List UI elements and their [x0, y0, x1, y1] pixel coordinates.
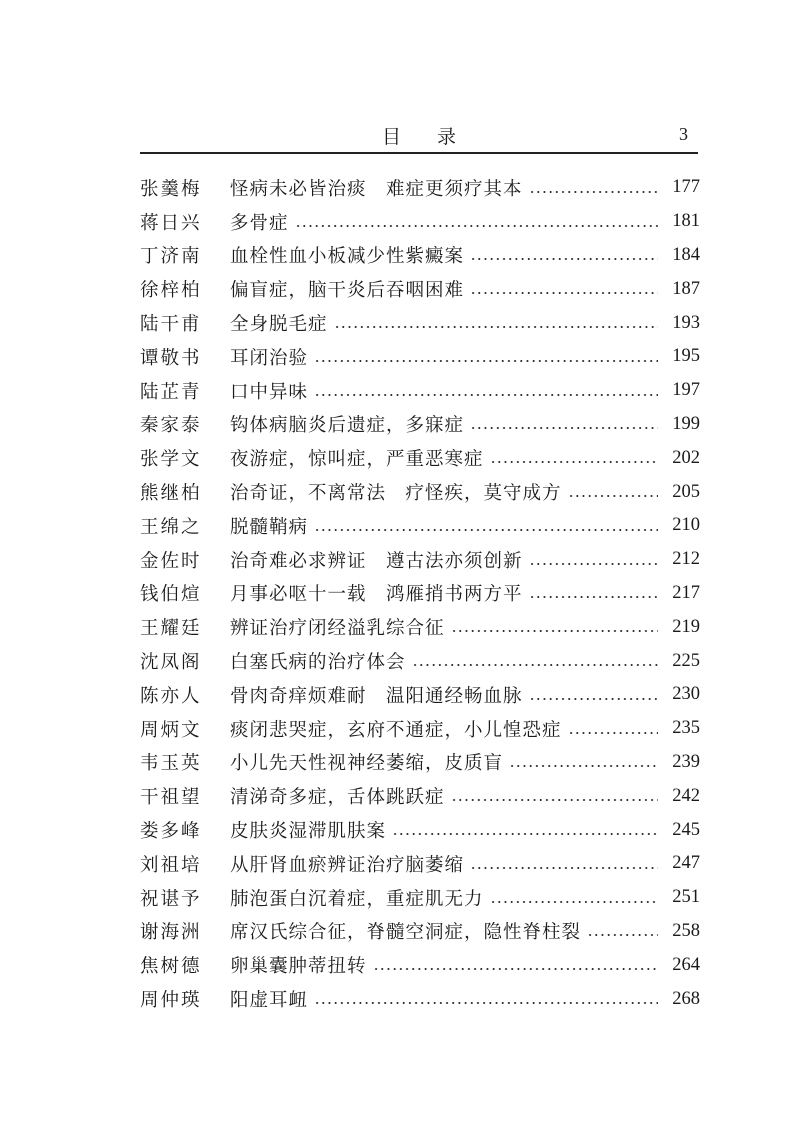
- toc-entry: [140, 881, 700, 915]
- dot-leader: [451, 799, 658, 801]
- dot-leader: [529, 698, 658, 700]
- dot-leader: [314, 394, 658, 396]
- entry-page-number: 225: [672, 650, 700, 671]
- entry-author: 王耀廷: [140, 618, 202, 640]
- entry-page-number: 197: [672, 380, 700, 401]
- entry-page-number: 230: [672, 684, 700, 705]
- toc-entry: [140, 475, 700, 509]
- dot-leader: [314, 529, 658, 531]
- entry-title: 治奇难必求辨证 遵古法亦须创新: [230, 550, 523, 572]
- toc-entry: [140, 509, 700, 543]
- entry-author: 蒋日兴: [140, 212, 202, 234]
- entry-author: 陈亦人: [140, 685, 202, 707]
- dot-leader: [529, 563, 658, 565]
- toc-entry: [140, 948, 700, 982]
- toc-entry: [140, 712, 700, 746]
- dot-leader: [490, 901, 658, 903]
- entry-title: 白塞氏病的治疗体会: [230, 652, 406, 674]
- entry-author: 祝谌予: [140, 888, 202, 910]
- entry-author: 秦家泰: [140, 415, 202, 437]
- entry-author: 钱伯煊: [140, 584, 202, 606]
- entry-page-number: 239: [672, 751, 700, 772]
- entry-page-number: 202: [672, 447, 700, 468]
- entry-page-number: 242: [672, 785, 700, 806]
- entry-title: 多骨症: [230, 212, 289, 234]
- entry-author: 娄多峰: [140, 821, 202, 843]
- dot-leader: [295, 225, 658, 227]
- table-of-contents: [140, 171, 700, 1016]
- entry-page-number: 219: [672, 616, 700, 637]
- dot-leader: [314, 360, 658, 362]
- entry-page-number: 264: [672, 954, 700, 975]
- entry-author: 熊继柏: [140, 483, 202, 505]
- entry-author: 焦树德: [140, 956, 202, 978]
- toc-entry: [140, 543, 700, 577]
- entry-title: 治奇证，不离常法 疗怪疾，莫守成方: [230, 483, 562, 505]
- toc-entry: [140, 374, 700, 408]
- dot-leader: [470, 292, 658, 294]
- entry-page-number: 245: [672, 819, 700, 840]
- header-page-number: 3: [679, 124, 688, 144]
- toc-entry: [140, 644, 700, 678]
- entry-page-number: 184: [672, 244, 700, 265]
- entry-author: 干祖望: [140, 787, 202, 809]
- dot-leader: [470, 427, 658, 429]
- dot-leader: [509, 765, 658, 767]
- dot-leader: [392, 833, 658, 835]
- entry-page-number: 181: [672, 211, 700, 232]
- toc-entry: [140, 847, 700, 881]
- entry-page-number: 258: [672, 920, 700, 941]
- entry-title: 耳闭治验: [230, 347, 309, 369]
- entry-title: 皮肤炎湿滞肌肤案: [230, 821, 387, 843]
- entry-title: 月事必呕十一载 鸿雁捎书两方平: [230, 584, 523, 606]
- dot-leader: [490, 461, 658, 463]
- entry-author: 张羹梅: [140, 178, 202, 200]
- toc-entry: [140, 441, 700, 475]
- dot-leader: [373, 968, 658, 970]
- entry-author: 金佐时: [140, 550, 202, 572]
- dot-leader: [412, 664, 658, 666]
- toc-entry: [140, 813, 700, 847]
- entry-page-number: 217: [672, 582, 700, 603]
- dot-leader: [529, 191, 658, 193]
- entry-title: 血栓性血小板减少性紫癜案: [230, 246, 465, 268]
- dot-leader: [334, 326, 658, 328]
- entry-page-number: 193: [672, 312, 700, 333]
- entry-page-number: 199: [672, 413, 700, 434]
- toc-entry: [140, 982, 700, 1016]
- dot-leader: [529, 596, 658, 598]
- entry-page-number: 177: [672, 177, 700, 198]
- toc-entry: [140, 171, 700, 205]
- entry-author: 谢海洲: [140, 922, 202, 944]
- entry-title: 从肝肾血瘀辨证治疗脑萎缩: [230, 854, 465, 876]
- toc-entry: [140, 915, 700, 949]
- entry-page-number: 251: [672, 887, 700, 908]
- entry-page-number: 205: [672, 481, 700, 502]
- toc-entry: [140, 746, 700, 780]
- toc-entry: [140, 577, 700, 611]
- entry-page-number: 187: [672, 278, 700, 299]
- entry-page-number: 268: [672, 988, 700, 1009]
- entry-title: 怪病未必皆治痰 难症更须疗其本: [230, 178, 523, 200]
- entry-title: 口中异味: [230, 381, 309, 403]
- entry-title: 清涕奇多症，舌体跳跃症: [230, 787, 445, 809]
- page-header: [140, 118, 698, 154]
- toc-entry: [140, 340, 700, 374]
- entry-author: 沈凤阁: [140, 652, 202, 674]
- entry-title: 全身脱毛症: [230, 314, 328, 336]
- entry-author: 丁济南: [140, 246, 202, 268]
- entry-title: 辨证治疗闭经溢乳综合征: [230, 618, 445, 640]
- dot-leader: [451, 630, 658, 632]
- entry-author: 陆芷青: [140, 381, 202, 403]
- entry-title: 阳虚耳衄: [230, 990, 309, 1012]
- entry-author: 王绵之: [140, 516, 202, 538]
- entry-author: 谭敬书: [140, 347, 202, 369]
- page-title: 目录: [381, 126, 492, 148]
- entry-title: 小儿先天性视神经萎缩，皮质盲: [230, 753, 504, 775]
- entry-title: 钩体病脑炎后遗症，多寐症: [230, 415, 465, 437]
- entry-title: 偏盲症，脑干炎后吞咽困难: [230, 280, 465, 302]
- entry-title: 骨肉奇痒烦难耐 温阳通经畅血脉: [230, 685, 523, 707]
- toc-entry: [140, 239, 700, 273]
- toc-entry: [140, 272, 700, 306]
- dot-leader: [587, 934, 658, 936]
- entry-author: 陆干甫: [140, 314, 202, 336]
- toc-entry: [140, 306, 700, 340]
- entry-page-number: 247: [672, 853, 700, 874]
- entry-title: 席汉氏综合征，脊髓空洞症，隐性脊柱裂: [230, 922, 582, 944]
- entry-page-number: 212: [672, 549, 700, 570]
- entry-page-number: 195: [672, 346, 700, 367]
- entry-author: 韦玉英: [140, 753, 202, 775]
- entry-author: 徐梓柏: [140, 280, 202, 302]
- entry-title: 卵巢囊肿蒂扭转: [230, 956, 367, 978]
- entry-author: 刘祖培: [140, 854, 202, 876]
- toc-entry: [140, 408, 700, 442]
- toc-entry: [140, 205, 700, 239]
- dot-leader: [470, 258, 658, 260]
- dot-leader: [568, 732, 658, 734]
- entry-page-number: 235: [672, 718, 700, 739]
- dot-leader: [314, 1002, 658, 1004]
- entry-page-number: 210: [672, 515, 700, 536]
- dot-leader: [470, 867, 658, 869]
- entry-author: 周炳文: [140, 719, 202, 741]
- toc-entry: [140, 610, 700, 644]
- entry-title: 夜游症，惊叫症，严重恶寒症: [230, 449, 484, 471]
- entry-title: 脱髓鞘病: [230, 516, 309, 538]
- entry-author: 张学文: [140, 449, 202, 471]
- toc-entry: [140, 678, 700, 712]
- toc-entry: [140, 779, 700, 813]
- dot-leader: [568, 495, 658, 497]
- entry-title: 肺泡蛋白沉着症，重症肌无力: [230, 888, 484, 910]
- entry-author: 周仲瑛: [140, 990, 202, 1012]
- entry-title: 痰闭悲哭症，玄府不通症，小儿惶恐症: [230, 719, 562, 741]
